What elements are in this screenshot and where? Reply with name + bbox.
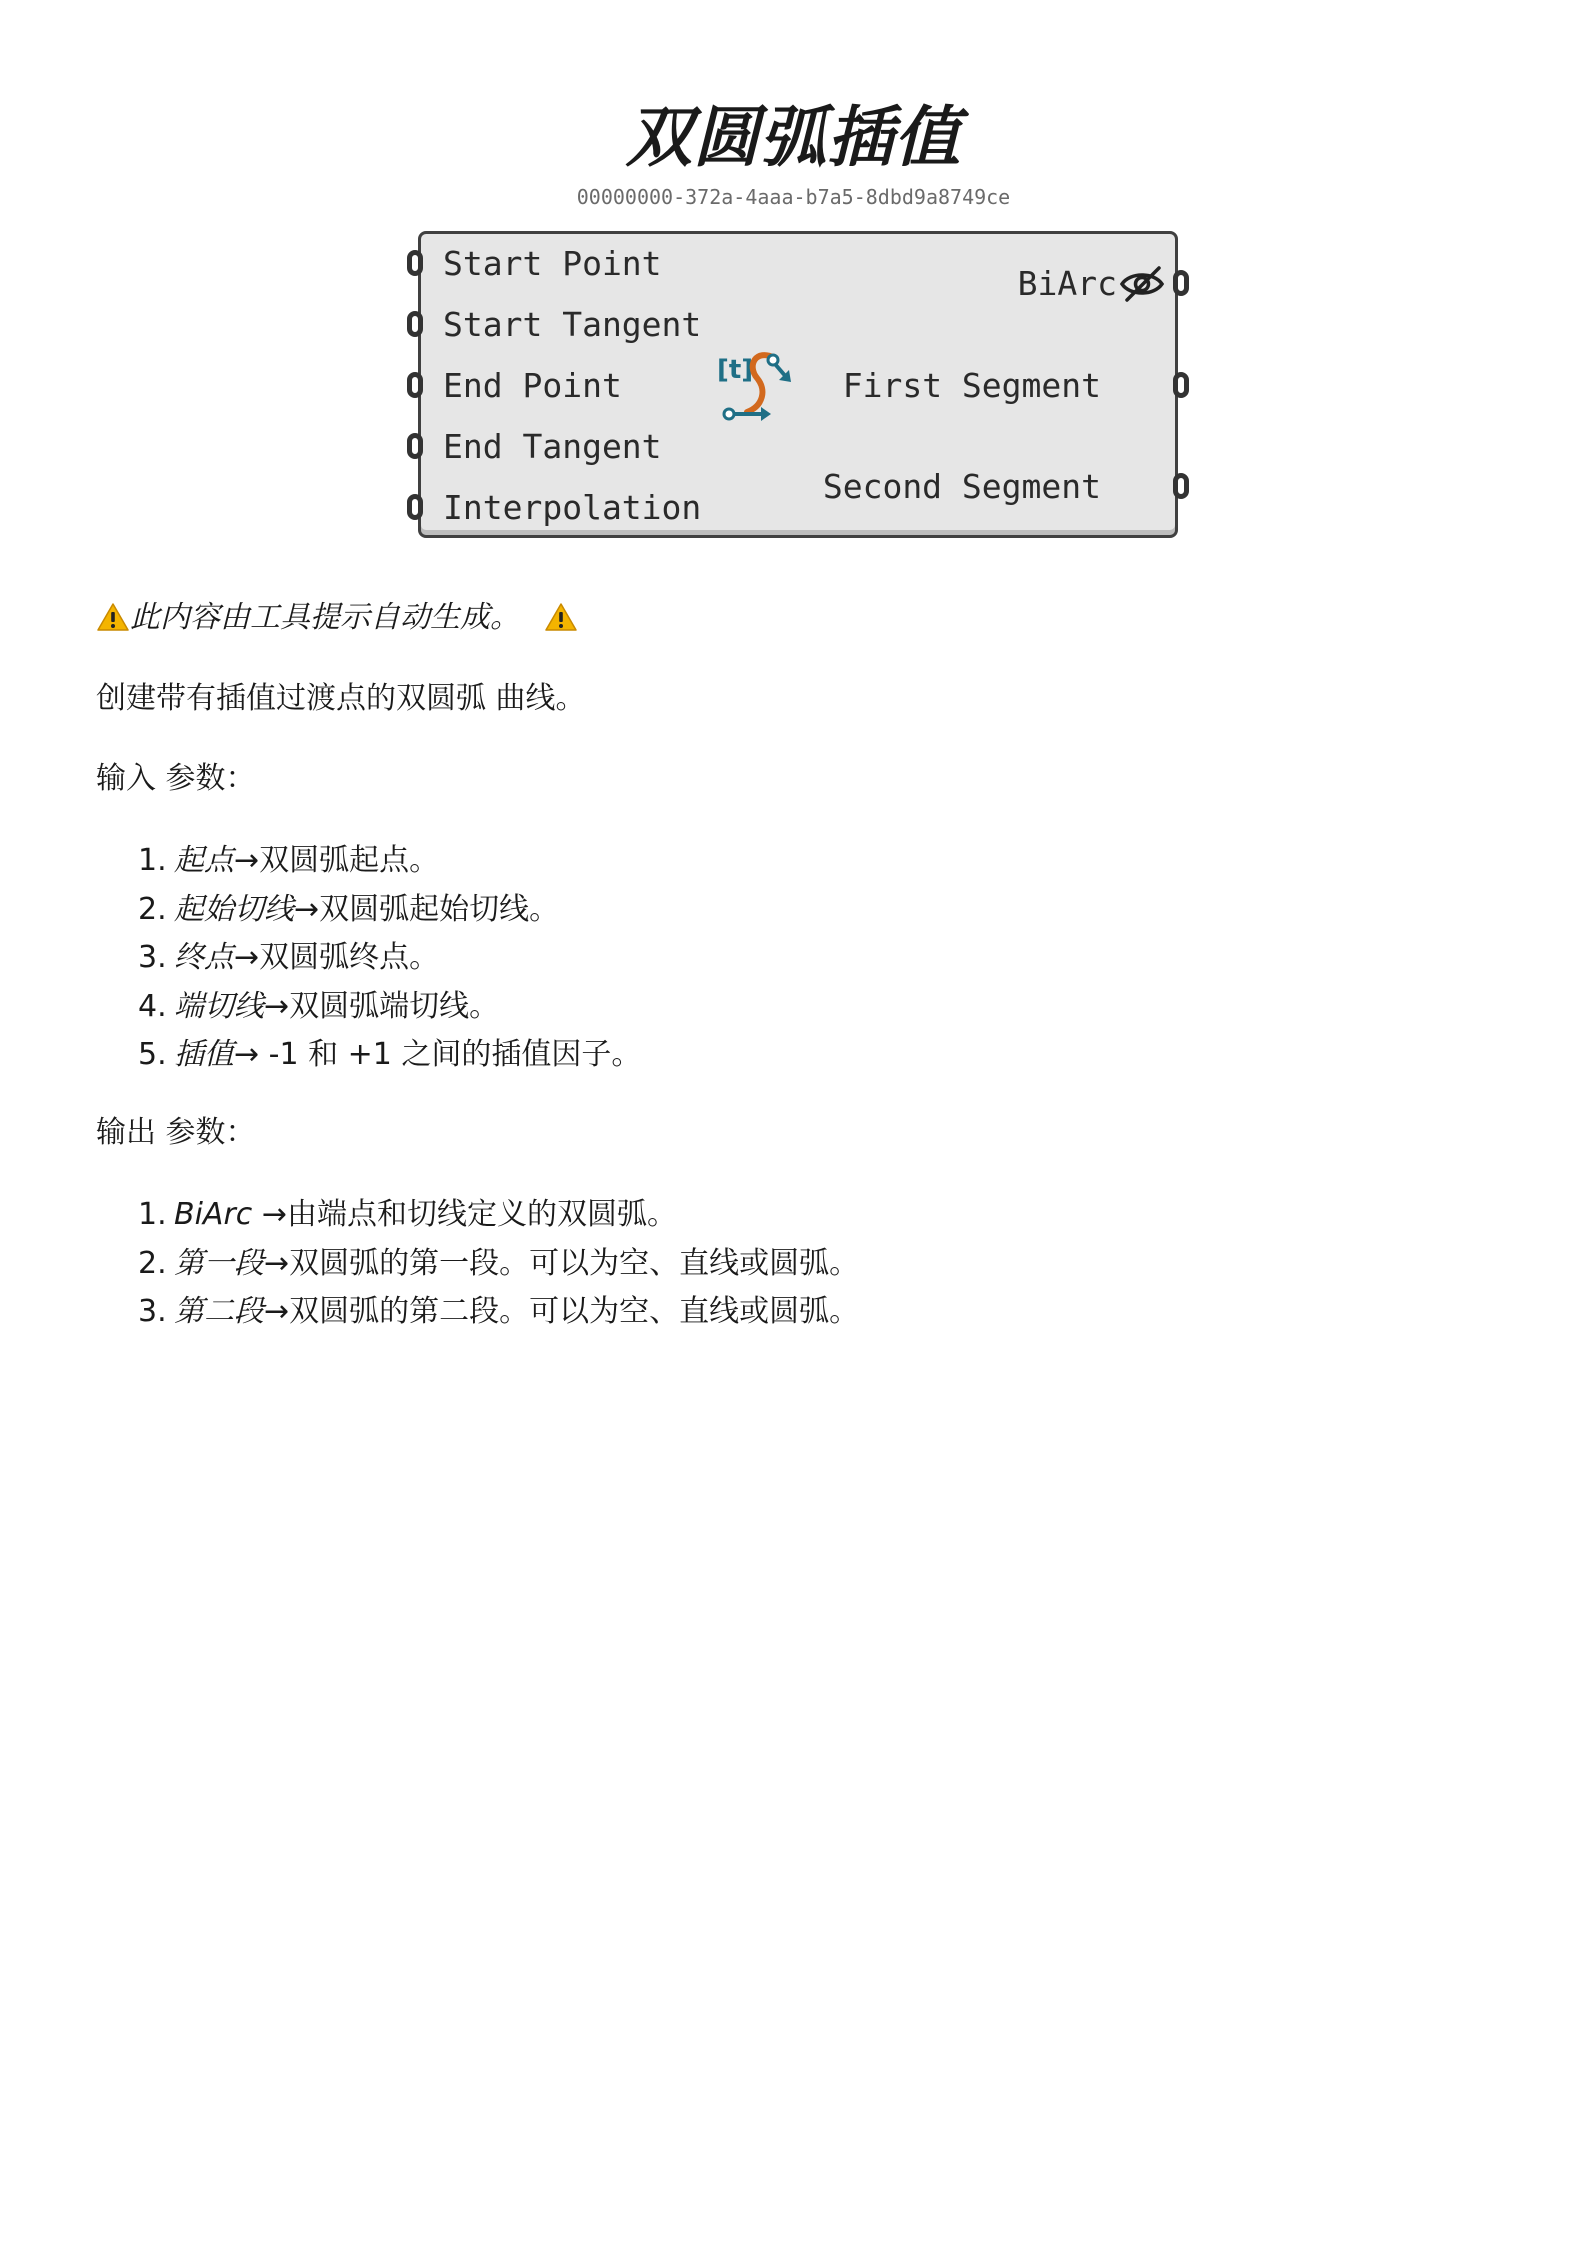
input-start-tangent[interactable]: Start Tangent: [443, 305, 702, 344]
param-name: 端切线: [174, 988, 264, 1024]
component-guid: 00000000-372a-4aaa-b7a5-8dbd9a8749ce: [576, 185, 1011, 209]
output-biarc[interactable]: BiArc: [1017, 264, 1117, 303]
input-grip-start-tangent[interactable]: [407, 311, 423, 337]
param-desc: →双圆弧终点。: [234, 940, 440, 975]
output-grip-second-segment[interactable]: [1173, 473, 1189, 499]
param-desc: →双圆弧起始切线。: [294, 891, 560, 927]
auto-generated-warning: [96, 596, 578, 640]
inputs-heading: 输入 参数：: [96, 761, 256, 796]
list-number: 2.: [138, 1245, 167, 1281]
param-name: 插值: [174, 1037, 234, 1072]
list-number: 5.: [138, 1037, 167, 1072]
output-grip-first-segment[interactable]: [1173, 372, 1189, 398]
param-desc: →双圆弧起点。: [234, 843, 440, 878]
list-item: [138, 936, 641, 985]
warning-icon: [96, 602, 130, 632]
param-name: 终点: [174, 940, 234, 975]
param-desc: →双圆弧端切线。: [264, 988, 500, 1024]
param-desc: →双圆弧的第二段。可以为空、直线或圆弧。: [264, 1294, 860, 1329]
input-params-list: [138, 839, 641, 1082]
warning-text: 此内容由工具提示自动生成。: [130, 600, 520, 635]
param-name: 起点: [174, 843, 234, 878]
param-name: 第一段: [174, 1245, 264, 1281]
input-grip-interpolation[interactable]: [407, 494, 423, 520]
param-desc: →双圆弧的第一段。可以为空、直线或圆弧。: [264, 1245, 860, 1281]
component-node[interactable]: [418, 231, 1178, 538]
param-name: 第二段: [174, 1294, 264, 1329]
component-description: 创建带有插值过渡点的双圆弧 曲线。: [96, 681, 586, 716]
param-name: BiArc: [174, 1197, 253, 1232]
param-desc: →由端点和切线定义的双圆弧。: [252, 1197, 677, 1232]
list-number: 4.: [138, 988, 167, 1024]
output-params-list: [138, 1193, 859, 1339]
biarc-component-icon: [717, 348, 799, 428]
list-item: [138, 985, 641, 1034]
list-item: [138, 839, 641, 888]
output-second-segment[interactable]: Second Segment: [822, 467, 1101, 506]
input-end-point[interactable]: End Point: [443, 366, 622, 405]
output-first-segment[interactable]: First Segment: [842, 366, 1101, 405]
output-grip-biarc[interactable]: [1173, 270, 1189, 296]
list-item: [138, 1242, 859, 1291]
list-number: 1.: [138, 1197, 167, 1232]
list-number: 2.: [138, 891, 167, 927]
outputs-heading: 输出 参数：: [96, 1115, 256, 1150]
list-number: 3.: [138, 1294, 167, 1329]
warning-icon: [544, 602, 578, 632]
input-end-tangent[interactable]: End Tangent: [443, 427, 662, 466]
input-grip-end-tangent[interactable]: [407, 433, 423, 459]
list-number: 3.: [138, 940, 167, 975]
list-item: [138, 1290, 859, 1339]
list-number: 1.: [138, 843, 167, 878]
param-desc: → -1 和 +1 之间的插值因子。: [234, 1037, 642, 1072]
input-start-point[interactable]: Start Point: [443, 244, 662, 283]
page-title: 双圆弧插值: [626, 99, 961, 176]
eye-slash-icon[interactable]: [1119, 264, 1165, 304]
input-interpolation[interactable]: Interpolation: [443, 488, 702, 527]
param-name: 起始切线: [174, 891, 294, 927]
list-item: [138, 1193, 859, 1242]
list-item: [138, 888, 641, 937]
input-grip-end-point[interactable]: [407, 372, 423, 398]
svg-text:[t]: [t]: [717, 355, 754, 385]
list-item: [138, 1033, 641, 1082]
input-grip-start-point[interactable]: [407, 250, 423, 276]
